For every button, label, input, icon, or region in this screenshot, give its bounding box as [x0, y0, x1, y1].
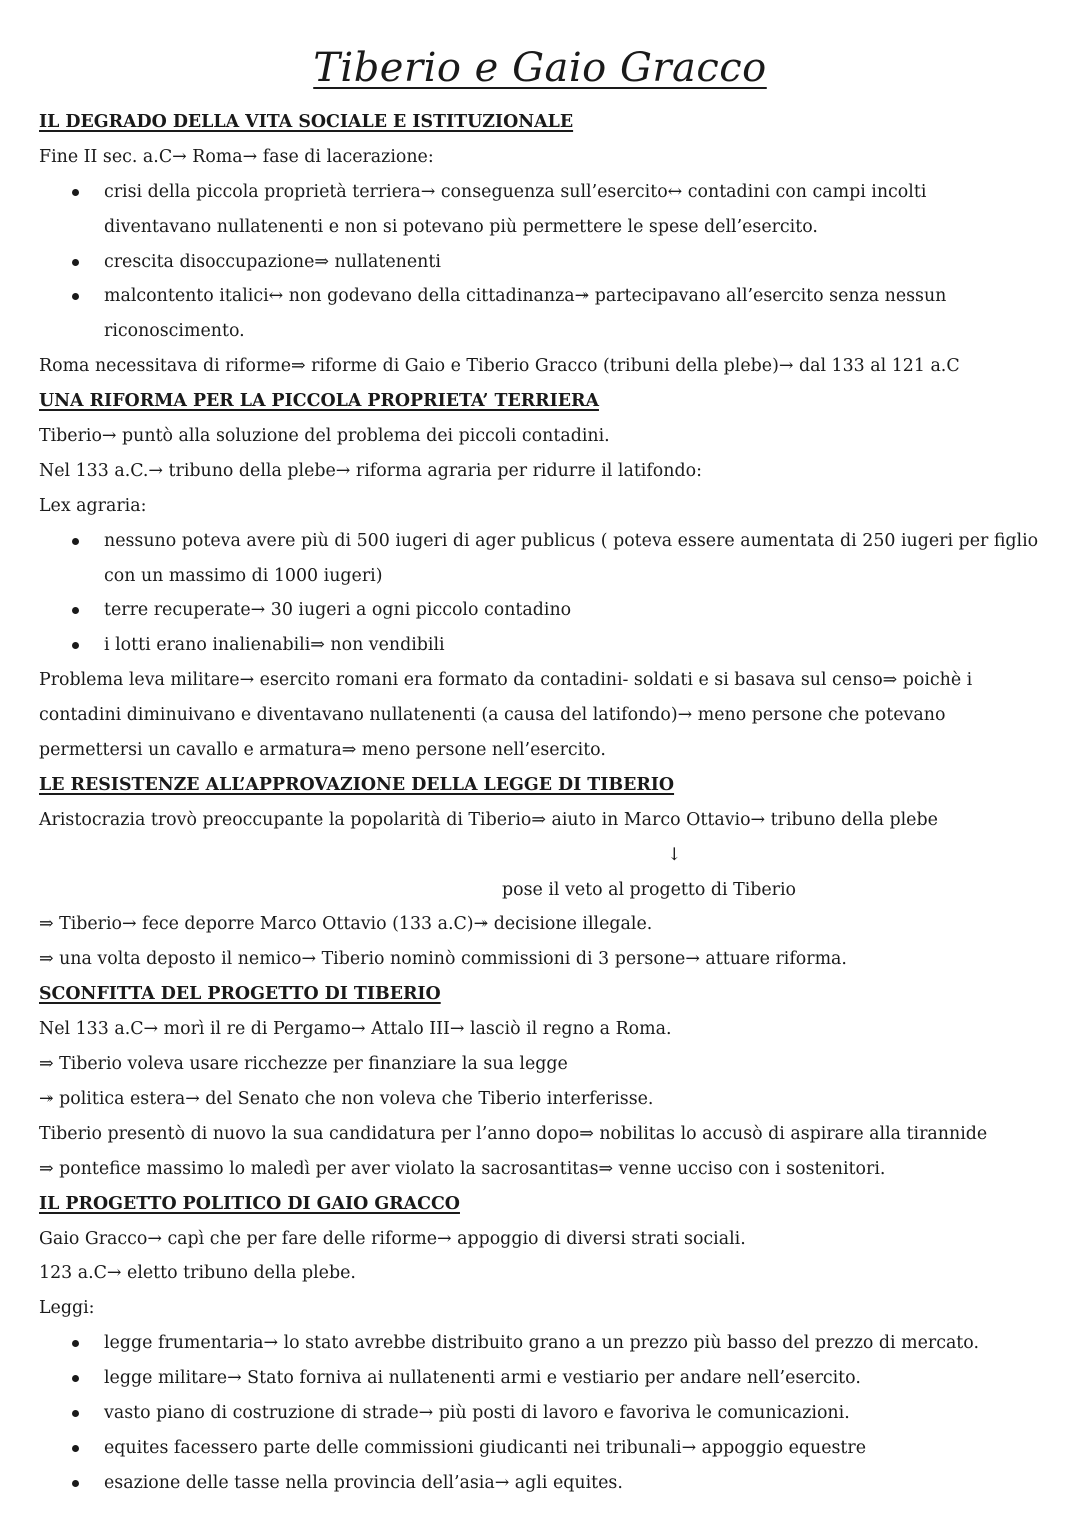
text-line-text: Aristocrazia trovò preoccupante la popolarità di Tiberio⇒ aiuto in Marco Ottavio→ tribuno della plebe — [39, 809, 938, 830]
bullet-item-text: legge frumentaria→ lo stato avrebbe distribuito grano a un prezzo più basso del prezzo di mercato. — [104, 1333, 979, 1354]
bullet-item-text: crescita disoccupazione⇒ nullatenenti — [104, 251, 441, 272]
text-line-text: ⇒ una volta deposto il nemico→ Tiberio nominò commissioni di 3 persone→ attuare riforma. — [39, 949, 847, 970]
text-line-text: ↠ politica estera→ del Senato che non voleva che Tiberio interferisse. — [39, 1088, 654, 1109]
text-line — [39, 140, 1039, 175]
section-heading — [39, 768, 1039, 803]
text-line-text: contadini diminuivano e diventavano nullatenenti (a causa del latifondo)→ meno persone che potevano — [39, 705, 946, 726]
text-line-text: permettersi un cavallo e armatura⇒ meno persone nell’esercito. — [39, 740, 606, 761]
text-line — [39, 1152, 1039, 1187]
bullet-item — [39, 1466, 1039, 1501]
section-heading — [39, 105, 1039, 140]
section-heading-text: LE RESISTENZE ALL’APPROVAZIONE DELLA LEGGE DI TIBERIO — [39, 774, 675, 795]
text-line — [39, 1222, 1039, 1257]
notes-content — [39, 105, 1039, 1501]
text-line — [39, 349, 1039, 384]
section-heading — [39, 977, 1039, 1012]
bullet-item — [39, 628, 1039, 663]
text-line-text: Tiberio presentò di nuovo la sua candidatura per l’anno dopo⇒ nobilitas lo accusò di aspirare alla tirannide — [39, 1123, 988, 1144]
bullet-item-text: crisi della piccola proprietà terriera→ conseguenza sull’esercito↔ contadini con campi incolti — [104, 181, 927, 202]
page-title-text: Tiberio e Gaio Gracco — [313, 45, 767, 91]
bullet-continuation-text: con un massimo di 1000 iugeri) — [104, 565, 383, 586]
text-line — [39, 489, 1039, 524]
text-line-text: Nel 133 a.C.→ tribuno della plebe→ riforma agraria per ridurre il latifondo: — [39, 460, 702, 481]
bullet-item-text: malcontento italici↔ non godevano della cittadinanza↠ partecipavano all’esercito senza nessun — [104, 286, 947, 307]
text-line — [39, 1117, 1039, 1152]
text-line-text: 123 a.C→ eletto tribuno della plebe. — [39, 1263, 356, 1284]
section-heading-text: SCONFITTA DEL PROGETTO DI TIBERIO — [39, 984, 441, 1005]
section-heading — [39, 1187, 1039, 1222]
text-line — [39, 942, 1039, 977]
text-line-text: ⇒ Tiberio→ fece deporre Marco Ottavio (133 a.C)↠ decisione illegale. — [39, 914, 653, 935]
text-line-text: Roma necessitava di riforme⇒ riforme di Gaio e Tiberio Gracco (tribuni della plebe)→ dal 133 al 121 a.C — [39, 356, 960, 377]
bullet-item-text: terre recuperate→ 30 iugeri a ogni piccolo contadino — [104, 600, 572, 621]
text-line — [39, 698, 1039, 733]
text-line-text: ⇒ pontefice massimo lo maledì per aver violato la sacrosantitas⇒ venne ucciso con i sostenitori. — [39, 1158, 886, 1179]
text-line — [39, 803, 1039, 838]
bullet-continuation — [39, 314, 1039, 349]
text-line-text: ⇒ Tiberio voleva usare ricchezze per finanziare la sua legge — [39, 1054, 568, 1075]
bullet-item-text: esazione delle tasse nella provincia dell’asia→ agli equites. — [104, 1472, 623, 1493]
text-line — [39, 733, 1039, 768]
text-line — [39, 663, 1039, 698]
centered-text — [39, 873, 1039, 908]
bullet-item-text: nessuno poteva avere più di 500 iugeri di ager publicus ( poteva essere aumentata di 250 iugeri per figlio — [104, 530, 1039, 551]
bullet-item — [39, 524, 1039, 559]
bullet-item — [39, 245, 1039, 280]
text-line — [39, 1256, 1039, 1291]
bullet-item-text: legge militare→ Stato forniva ai nullatenenti armi e vestiario per andare nell’esercito. — [104, 1368, 861, 1389]
text-line-text: Problema leva militare→ esercito romani era formato da contadini- soldati e si basava sul censo⇒ poichè i — [39, 670, 973, 691]
text-line-text: Fine II sec. a.C→ Roma→ fase di lacerazione: — [39, 146, 434, 167]
text-line — [39, 907, 1039, 942]
bullet-item — [39, 279, 1039, 314]
text-line-text: Nel 133 a.C→ morì il re di Pergamo→ Attalo III→ lasciò il regno a Roma. — [39, 1019, 672, 1040]
bullet-item — [39, 1396, 1039, 1431]
text-line — [39, 1047, 1039, 1082]
text-line — [39, 1082, 1039, 1117]
text-line — [39, 419, 1039, 454]
text-line-text: Leggi: — [39, 1298, 95, 1319]
section-heading — [39, 384, 1039, 419]
bullet-item-text: vasto piano di costruzione di strade→ più posti di lavoro e favoriva le comunicazioni. — [104, 1402, 850, 1423]
section-heading-text: IL PROGETTO POLITICO DI GAIO GRACCO — [39, 1193, 460, 1214]
text-line — [39, 1291, 1039, 1326]
page-title — [0, 40, 1080, 96]
bullet-item-text: i lotti erano inalienabili⇒ non vendibili — [104, 635, 445, 656]
bullet-item — [39, 593, 1039, 628]
centered-text-text: pose il veto al progetto di Tiberio — [502, 879, 797, 900]
text-line — [39, 454, 1039, 489]
bullet-item — [39, 175, 1039, 210]
bullet-item — [39, 1431, 1039, 1466]
section-heading-text: UNA RIFORMA PER LA PICCOLA PROPRIETA’ TERRIERA — [39, 391, 599, 412]
bullet-item — [39, 1361, 1039, 1396]
bullet-continuation-text: riconoscimento. — [104, 321, 245, 342]
bullet-continuation-text: diventavano nullatenenti e non si potevano più permettere le spese dell’esercito. — [104, 216, 818, 237]
bullet-continuation — [39, 559, 1039, 594]
text-line-text: Gaio Gracco→ capì che per fare delle riforme→ appoggio di diversi strati sociali. — [39, 1228, 746, 1249]
text-line-text: Tiberio→ puntò alla soluzione del problema dei piccoli contadini. — [39, 426, 610, 447]
bullet-continuation — [39, 210, 1039, 245]
text-line-text: Lex agraria: — [39, 495, 147, 516]
bullet-item — [39, 1326, 1039, 1361]
bullet-item-text: equites facessero parte delle commissioni giudicanti nei tribunali→ appoggio equestre — [104, 1437, 867, 1458]
arrow-down-icon — [39, 838, 1039, 873]
section-heading-text: IL DEGRADO DELLA VITA SOCIALE E ISTITUZIONALE — [39, 112, 574, 132]
arrow-down-icon-text: ↓ — [667, 844, 682, 865]
text-line — [39, 1012, 1039, 1047]
